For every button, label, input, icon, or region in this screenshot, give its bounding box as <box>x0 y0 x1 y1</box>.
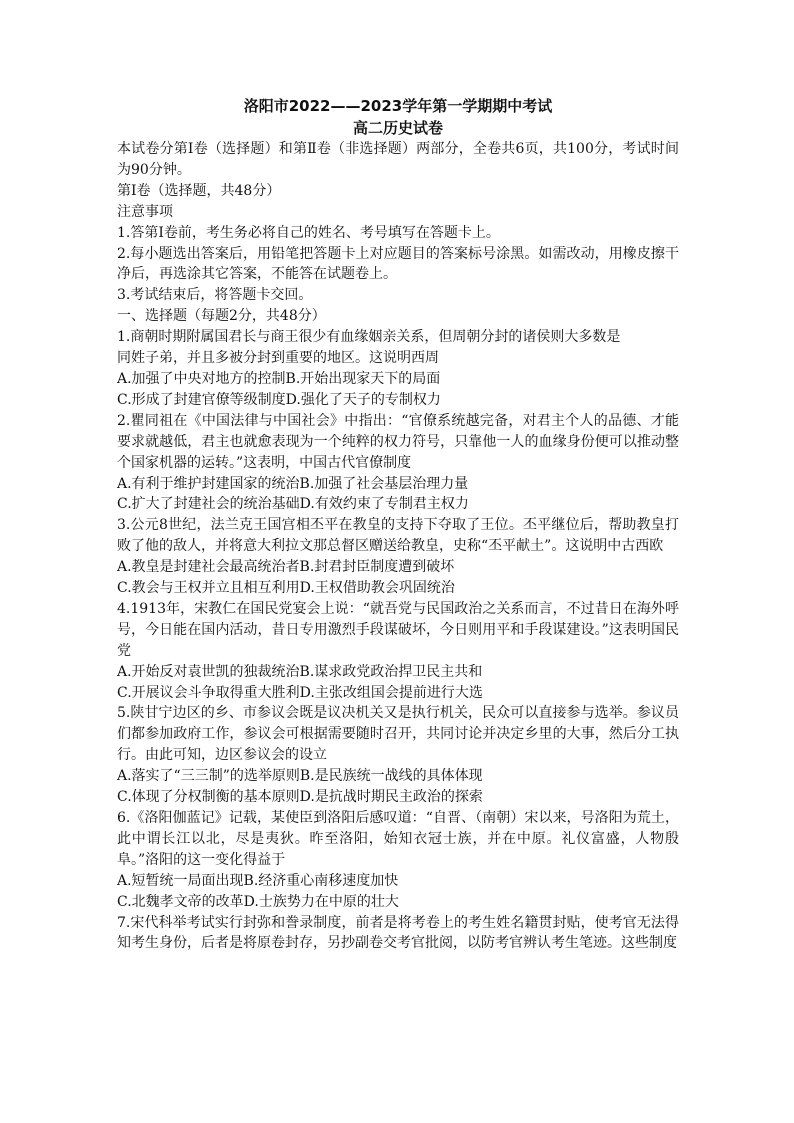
question-options: C.教会与王权并立且相互利用D.王权借助教会巩固统治 <box>117 580 455 597</box>
intro-text: 本试卷分第Ⅰ卷（选择题）和第Ⅱ卷（非选择题）两部分，全卷共6页，共100分，考试时间为90分钟。 <box>117 141 679 178</box>
exam-page <box>117 96 679 954</box>
question-stem: 6.《洛阳伽蓝记》记载，某使臣到洛阳后感叹道：“自晋、（南朝）宋以来，号洛阳为荒土，此中谓长江以北，尽是夷狄。昨至洛阳，始知衣冠士族，并在中原。礼仪富盛，人物殷阜。”洛阳的这一变化得益于 <box>117 810 679 868</box>
question-options: A.开始反对袁世凯的独裁统治B.谋求政党政治捍卫民主共和 <box>117 663 483 680</box>
question-options: C.形成了封建官僚等级制度D.强化了天子的专制权力 <box>117 391 441 408</box>
question-stem: 3.公元8世纪，法兰克王国宫相丕平在教皇的支持下夺取了王位。丕平继位后，帮助教皇打败了他的敌人，并将意大利拉文那总督区赠送给教皇，史称“丕平献土”。这说明中古西欧 <box>117 517 679 555</box>
question-options: A.教皇是封建社会最高统治者B.封君封臣制度遭到破坏 <box>117 559 455 576</box>
question-options: C.扩大了封建社会的统治基础D.有效约束了专制君主权力 <box>117 496 469 513</box>
question-options: C.体现了分权制衡的基本原则D.是抗战时期民主政治的探索 <box>117 789 483 806</box>
question-options: A.加强了中央对地方的控制B.开始出现家天下的局面 <box>117 370 441 387</box>
question-stem: 4.1913年，宋教仁在国民党宴会上说：“就吾党与民国政治之关系而言，不过昔日在海外呼号，今日能在国内活动，昔日专用激烈手段谋破坏，今日则用平和手段谋建设。”这表明国民党 <box>117 600 679 659</box>
notice-item: 2.每小题选出答案后，用铅笔把答题卡上对应题目的答案标号涂黑。如需改动，用橡皮擦干净后，再选涂其它答案，不能答在试题卷上。 <box>117 245 679 283</box>
notice-item: 1.答第Ⅰ卷前，考生务必将自己的姓名、考号填写在答题卡上。 <box>117 224 500 241</box>
question-stem: 1.商朝时期附属国君长与商王很少有血缘姻亲关系，但周朝分封的诸侯则大多数是 <box>117 329 621 346</box>
question-stem: 7.宋代科举考试实行封弥和誊录制度，前者是将考卷上的考生姓名籍贯封贴，使考官无法得知考生身份，后者是将原卷封存，另抄副卷交考官批阅，以防考官辨认考生笔迹。这些制度 <box>117 914 679 952</box>
question-options: A.落实了“三三制”的选举原则B.是民族统一战线的具体体现 <box>117 768 483 785</box>
question-stem: 同姓子弟，并且多被分封到重要的地区。这说明西周 <box>117 350 439 367</box>
question-options: C.开展议会斗争取得重大胜利D.主张改组国会提前进行大选 <box>117 684 483 701</box>
question-options: A.有利于维护封建国家的统治B.加强了社会基层治理力量 <box>117 475 469 492</box>
question-stem: 2.瞿同祖在《中国法律与中国社会》中指出：“官僚系统越完备，对君主个人的品德、才能要求就越低，君主也就愈表现为一个纯粹的权力符号，只靠他一人的血缘身份便可以推动整个国家机器的运转。”这表明，中国古代官僚制度 <box>117 412 679 471</box>
question-options: A.短暂统一局面出现B.经济重心南移速度加快 <box>117 872 399 889</box>
notice-heading: 注意事项 <box>117 203 173 220</box>
section-heading: 第Ⅰ卷（选择题，共48分） <box>117 182 281 199</box>
question-options: C.北魏孝文帝的改革D.士族势力在中原的壮大 <box>117 893 399 910</box>
notice-item: 3.考试结束后，将答题卡交回。 <box>117 287 313 304</box>
exam-subtitle: 高二历史试卷 <box>352 119 443 137</box>
question-stem: 5.陕甘宁边区的乡、市参议会既是议决机关又是执行机关，民众可以直接参与选举。参议员们都参加政府工作，参议会可根据需要随时召开，共同讨论并决定乡里的大事，然后分工执行。由此可知，边区参议会的设立 <box>117 705 679 764</box>
part-heading: 一、选择题（每题2分，共48分） <box>117 308 326 325</box>
exam-title: 洛阳市2022——2023学年第一学期期中考试 <box>243 97 553 115</box>
